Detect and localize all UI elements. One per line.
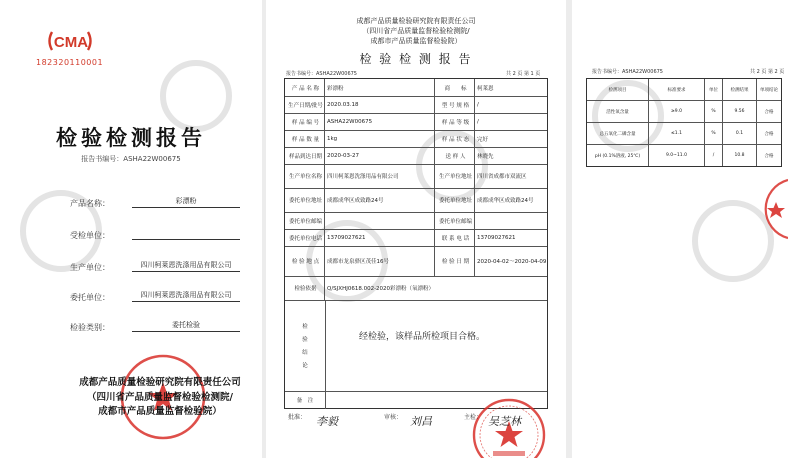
table-row bbox=[285, 96, 547, 114]
table-cell-value: 成都成华区成致路24号 bbox=[325, 188, 435, 212]
table-row bbox=[587, 101, 781, 123]
table-cell-value: 1kg bbox=[325, 130, 435, 147]
table-cell-label: 生产单位名称 bbox=[285, 164, 325, 188]
field-label-client: 委托单位： bbox=[70, 293, 110, 302]
conclusion-label-char: 验 bbox=[302, 337, 308, 343]
cma-number: 182320110001 bbox=[36, 58, 104, 67]
report-page-indicator: 共 2 页 第 1 页 bbox=[506, 71, 541, 77]
table-row bbox=[285, 164, 547, 189]
table-cell-value: 四川省成都市双流区 bbox=[477, 174, 527, 180]
table-cell: 9.56 bbox=[723, 101, 757, 122]
report-cover-page bbox=[0, 0, 262, 458]
table-header-cell: 单项结论 bbox=[760, 87, 778, 93]
table-cell-label: 样 品 等 级 bbox=[435, 113, 475, 130]
cover-title: 检验检测报告 bbox=[56, 126, 206, 150]
table-cell-label: 检验依据 bbox=[285, 276, 325, 300]
report-title: 检 验 检 测 报 告 bbox=[359, 52, 473, 66]
table-cell: % bbox=[705, 101, 723, 122]
table-row bbox=[285, 147, 547, 165]
cover-org-line3: 成都市产品质量监督检验院） bbox=[98, 406, 222, 417]
field-label-category: 检验类别： bbox=[70, 323, 110, 332]
field-value-inspected bbox=[132, 228, 240, 240]
cover-org-line2: （四川省产品质量监督检验检测院/ bbox=[87, 392, 233, 403]
cma-logo-icon bbox=[46, 28, 94, 54]
table-cell: ≤1.1 bbox=[649, 123, 705, 144]
table-cell: pH (0.1%溶液, 25℃) bbox=[587, 145, 649, 166]
table-cell-label: 委托单位地址 bbox=[435, 188, 475, 212]
table-cell-value: 四川柯莱恩洗涤用品有限公司 bbox=[325, 164, 435, 188]
table-cell: 合格 bbox=[764, 131, 774, 137]
table-cell-value: Q/SJXHJ0618.002-2020彩漂粉（氧漂粉） bbox=[327, 286, 435, 292]
field-value-category: 委托检验 bbox=[132, 320, 240, 332]
table-cell-value: 成都成华区成致路24号 bbox=[477, 198, 534, 204]
approver-label: 批准： bbox=[288, 414, 307, 421]
table-header-cell: 检测项目 bbox=[587, 79, 649, 100]
field-label-manufacturer: 生产单位： bbox=[70, 263, 110, 272]
table-cell-label: 委托单位邮编 bbox=[285, 212, 325, 229]
table-cell: 合格 bbox=[764, 153, 774, 159]
field-value-product: 彩漂粉 bbox=[132, 196, 240, 208]
cover-org-name: 成都产品质量检验研究院有限责任公司 bbox=[79, 377, 241, 388]
conclusion-label-char: 结 bbox=[302, 350, 308, 356]
report-org-name: 成都产品质量检验研究院有限责任公司 bbox=[356, 17, 476, 25]
table-cell: 合格 bbox=[764, 109, 774, 115]
field-label-product: 产品名称： bbox=[70, 199, 110, 208]
table-cell-value: 13709027621 bbox=[477, 234, 516, 241]
table-row bbox=[587, 123, 781, 145]
table-row bbox=[285, 276, 547, 301]
report-info-table bbox=[284, 78, 548, 409]
table-cell-label: 商 标 bbox=[435, 79, 475, 96]
report-results-page bbox=[572, 0, 790, 458]
table-row bbox=[285, 229, 547, 247]
table-cell-value: ASHA22W00675 bbox=[325, 113, 435, 130]
table-header-cell: 单位 bbox=[705, 79, 723, 100]
table-cell-value: 林晓先 bbox=[477, 153, 494, 160]
table-cell-value: / bbox=[477, 118, 479, 125]
table-row bbox=[285, 188, 547, 213]
table-row bbox=[285, 212, 547, 230]
table-cell-value: 柯莱恩 bbox=[477, 85, 494, 92]
table-cell-value: 完好 bbox=[477, 136, 489, 143]
conclusion-text: 经检验，该样品所检项目合格。 bbox=[359, 332, 486, 342]
field-value-manufacturer: 四川柯莱恩洗涤用品有限公司 bbox=[132, 260, 240, 272]
table-cell: % bbox=[705, 123, 723, 144]
table-row bbox=[587, 145, 781, 166]
table-cell-label: 检 验 日 期 bbox=[435, 246, 475, 276]
results-table bbox=[586, 78, 782, 167]
report-number: 报告书编号：ASHA22W00675 bbox=[286, 71, 357, 77]
table-cell-label: 样 品 数 量 bbox=[285, 130, 325, 147]
field-label-inspected: 受检单位： bbox=[70, 231, 110, 240]
conclusion-label-char: 检 bbox=[302, 324, 308, 330]
table-row bbox=[285, 79, 547, 97]
table-cell: ≥9.0 bbox=[649, 101, 705, 122]
table-row bbox=[285, 130, 547, 148]
results-page-indicator: 共 2 页 第 2 页 bbox=[750, 69, 785, 75]
table-cell-value bbox=[475, 212, 547, 229]
table-cell-label: 委托单位邮编 bbox=[435, 212, 475, 229]
report-detail-page bbox=[266, 0, 566, 458]
table-cell: 0.1 bbox=[723, 123, 757, 144]
table-cell-label: 联 系 电 话 bbox=[435, 229, 475, 246]
table-cell-label: 生产日期/批号 bbox=[285, 96, 325, 113]
table-cell: 总五氧化二磷含量 bbox=[587, 123, 649, 144]
reviewer-label: 审核： bbox=[384, 414, 403, 421]
inspector-signature: 吴芝林 bbox=[488, 415, 521, 428]
table-row bbox=[285, 246, 547, 277]
cma-logo-text: CMA bbox=[53, 34, 89, 51]
table-cell: / bbox=[705, 145, 723, 166]
table-cell-value: 13709027621 bbox=[325, 229, 435, 246]
table-header-row bbox=[587, 79, 781, 101]
table-cell: 活性氧含量 bbox=[587, 101, 649, 122]
table-cell: 10.8 bbox=[723, 145, 757, 166]
seam-stamp-icon bbox=[762, 178, 788, 240]
inspector-label: 主检： bbox=[464, 414, 483, 421]
cover-report-number: 报告书编号：ASHA22W00675 bbox=[81, 155, 181, 163]
report-org-line2: （四川省产品质量监督检验检测院/ bbox=[362, 27, 470, 35]
conclusion-label bbox=[285, 300, 326, 391]
table-header-cell: 检测结果 bbox=[723, 79, 757, 100]
conclusion-label-char: 论 bbox=[302, 363, 308, 369]
table-cell-label: 样 品 状 态 bbox=[435, 130, 475, 147]
table-cell-label: 型 号 规 格 bbox=[435, 96, 475, 113]
results-report-number: 报告书编号：ASHA22W00675 bbox=[592, 69, 663, 75]
table-cell-label: 生产单位地址 bbox=[435, 164, 475, 188]
table-cell-label: 送 样 人 bbox=[435, 147, 475, 164]
approver-signature: 李毅 bbox=[316, 415, 338, 428]
table-cell-value: / bbox=[477, 101, 479, 108]
table-cell-value: 2020-03-27 bbox=[325, 147, 435, 164]
table-cell-label: 样品到达日期 bbox=[285, 147, 325, 164]
table-cell-value: 2020.03.18 bbox=[325, 96, 435, 113]
table-cell-value bbox=[325, 212, 435, 229]
table-cell-value: 2020-04-02～2020-04-09 bbox=[477, 259, 547, 265]
table-cell-label: 委托单位地址 bbox=[285, 188, 325, 212]
remarks-label: 备 注 bbox=[285, 391, 326, 409]
reviewer-signature: 刘昌 bbox=[410, 415, 432, 428]
table-header-cell: 标准要求 bbox=[649, 79, 705, 100]
field-value-client: 四川柯莱恩洗涤用品有限公司 bbox=[132, 290, 240, 302]
table-cell-label: 样 品 编 号 bbox=[285, 113, 325, 130]
table-cell-label: 产 品 名 称 bbox=[285, 79, 325, 96]
table-row bbox=[285, 113, 547, 131]
table-cell-value: 成都市龙泉驿区茂佳16号 bbox=[325, 246, 435, 276]
table-cell-label: 委托单位电话 bbox=[285, 229, 325, 246]
table-cell-label: 检 验 地 点 bbox=[285, 246, 325, 276]
table-cell: 9.0~11.0 bbox=[649, 145, 705, 166]
report-org-line3: 成都市产品质量监督检验院） bbox=[370, 37, 462, 45]
table-cell-value: 彩漂粉 bbox=[325, 79, 435, 96]
